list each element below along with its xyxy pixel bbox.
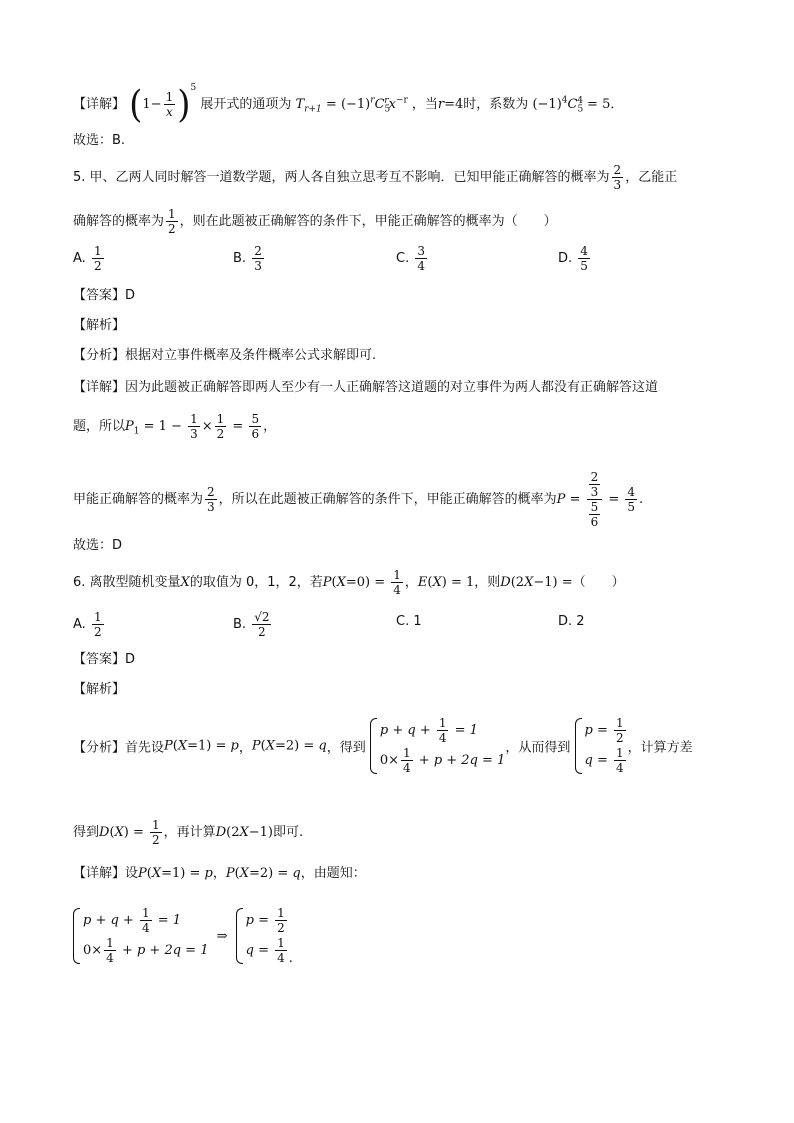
p1-text3: 时，系数为 <box>463 97 529 112</box>
q6-option-a: A. $\frac{1}{2}$ <box>73 610 102 639</box>
q6-analysis-tag: 【解析】 <box>73 682 126 697</box>
p1-choice: 故选：B. <box>73 133 126 148</box>
q5-line2: 确解答的概率为 $\frac{1}{2}$ ，则在此题被正确解答的条件下，甲能正确解答的概率为（ ） <box>73 207 557 236</box>
q6-analysis2: 得到D(X) = $\frac{1}{2}$ ，再计算D(2X−1)即可. <box>73 818 304 847</box>
q6-option-d: D. 2 <box>558 614 585 629</box>
q5-analysis-tag: 【解析】 <box>73 318 126 333</box>
q5-detail2: 题，所以$P_1 = 1$ − $\frac{1}{3}$ × $\frac{1}{2}$ = $\frac{5}{6}$ ， <box>73 412 277 441</box>
q5-option-c: C. $\frac{3}{4}$ <box>396 244 425 273</box>
q6-analysis1: 【分析】首先设P(X=1) = p，P(X=2) = q，得到 p + q + $\frac{1}{4}$ = 1 0× $\frac{1}{4}$ + p + 2q = 1 ，从而得到 p = $\frac{1}{2}$ q = $\frac{1}{4}$ ，计算方差 <box>73 716 693 775</box>
q6-option-c: C. 1 <box>396 614 422 629</box>
q6-detail-system: p + q + $\frac{1}{4}$ = 1 0× $\frac{1}{4}$ + p + 2q = 1 ⇒ p = $\frac{1}{2}$ q = $\frac{1}{4}$ . <box>73 906 293 966</box>
p1-text1: 展开式的通项为 <box>200 97 292 112</box>
q5-detail1: 【详解】因为此题被正确解答即两人至少有一人正确解答这道题的对立事件为两人都没有正确解答这道 <box>73 380 659 395</box>
q6-answer: 【答案】D <box>73 652 136 667</box>
q5-option-a: A. $\frac{1}{2}$ <box>73 244 102 273</box>
q6-detail1: 【详解】设P(X=1) = p，P(X=2) = q，由题知： <box>73 866 366 881</box>
q5-option-d: D. $\frac{4}{5}$ <box>558 244 588 273</box>
q5-detail3: 甲能正确解答的概率为 $\frac{2}{3}$ ，所以在此题被正确解答的条件下，甲能正确解答的概率为P = $\frac{\frac{2}{3}}{\frac{5}{6}}$ = $\frac{4}{5}$ . <box>73 470 644 529</box>
q6-option-b: B. $\frac{√2}{2}$ <box>233 610 270 639</box>
detail-tag: 【详解】 <box>73 97 126 112</box>
p1-text2: ，当 <box>411 97 438 112</box>
q5-analysis: 【分析】根据对立事件概率及条件概率公式求解即可. <box>73 348 377 363</box>
q5-answer: 【答案】D <box>73 288 136 303</box>
q5-choice: 故选：D <box>73 538 123 553</box>
q5-line1: 5. 甲、乙两人同时解答一道数学题，两人各自独立思考互不影响．已知甲能正确解答的概率为 $\frac{2}{3}$ ，乙能正 <box>73 163 678 192</box>
detail-binomial-line: 【详解】 (1− $\frac{1}{x}$ )$^5$ 展开式的通项为 $T_{r+1} = (-1)^rC_5^rx^{-r}$ ，当r=4时，系数为 $(-1)^4C_5^4 = 5$． <box>73 82 624 127</box>
q5-option-b: B. $\frac{2}{3}$ <box>233 244 262 273</box>
q6-line1: 6. 离散型随机变量X的取值为 0，1，2，若P(X=0) = $\frac{1}{4}$ ，E(X) = 1，则D(2X−1) =（ ） <box>73 568 625 597</box>
